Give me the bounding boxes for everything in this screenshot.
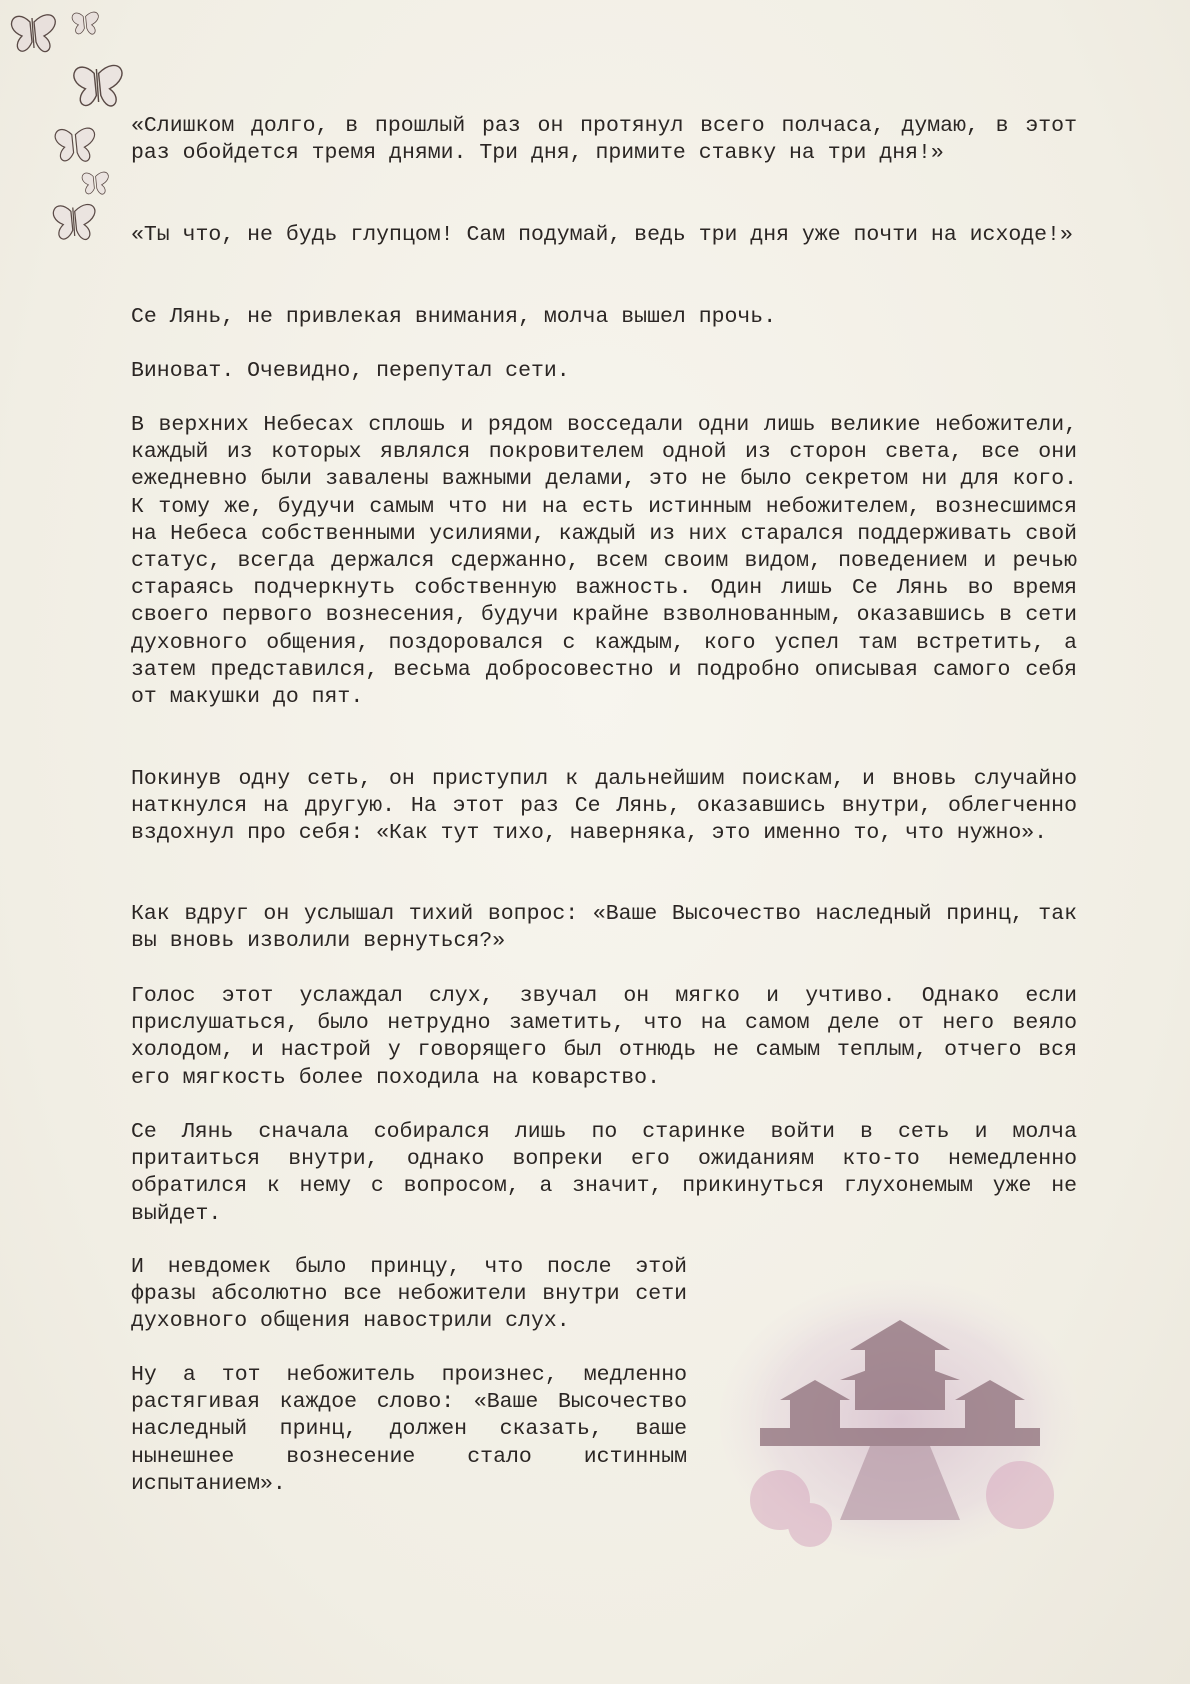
paragraph-4: Виноват. Очевидно, перепутал сети. — [131, 359, 570, 383]
paragraph-10: И невдомек было принцу, что после этой фразы абсолютно все небожители внутри сети духовного общения навострили слух. — [131, 1255, 687, 1334]
paragraph-1: «Слишком долго, в прошлый раз он протянул всего полчаса, думаю, в этот раз обойдется тремя днями. Три дня, примите ставку на три дня!» — [131, 114, 1077, 166]
paragraph-7: Как вдруг он услышал тихий вопрос: «Ваше Высочество наследный принц, так вы вновь изволили вернуться?» — [131, 902, 1077, 954]
butterfly-decoration-icon — [0, 0, 150, 260]
paragraph-5: В верхних Небесах сплошь и рядом восседали одни лишь великие небожители, каждый из которых являлся покровителем одной из сторон света, все они ежедневно были завалены важными делами, это не было секретом ни для кого. К тому же, будучи самым что ни на есть истинным небожителем, вознесшимся на Небеса собственными усилиями, каждый из них старался поддерживать свой статус, всегда держался сдержанно, всем своим видом, поведением и речью стараясь подчеркнуть собственную важность. Один лишь Се Лянь во время своего первого вознесения, будучи крайне взволнованным, оказавшись в сети духовного общения, поздоровался с каждым, кого успел там встретить, а затем представился, весьма добросовестно и подробно описывая самого себя от макушки до пят. — [131, 413, 1077, 710]
paragraph-2: «Ты что, не будь глупцом! Сам подумай, ведь три дня уже почти на исходе!» — [131, 223, 1073, 247]
paragraph-8: Голос этот услаждал слух, звучал он мягко и учтиво. Однако если прислушаться, было нетрудно заметить, что на самом деле от него веяло холодом, и настрой у говорящего был отнюдь не самым теплым, отчего вся его мягкость более походила на коварство. — [131, 984, 1077, 1090]
paragraph-11: Ну а тот небожитель произнес, медленно растягивая каждое слово: «Ваше Высочество наследный принц, должен сказать, ваше нынешнее вознесение стало истинным испытанием». — [131, 1363, 687, 1496]
paragraph-6: Покинув одну сеть, он приступил к дальнейшим поискам, и вновь случайно наткнулся на другую. На этот раз Се Лянь, оказавшись внутри, облегченно вздохнул про себя: «Как тут тихо, наверняка, это именно то, что нужно». — [131, 767, 1077, 846]
paragraph-9: Се Лянь сначала собирался лишь по старинке войти в сеть и молча притаиться внутри, однако вопреки его ожиданиям кто-то немедленно обратился к нему с вопросом, а значит, прикинуться глухонемым уже не выйдет. — [131, 1120, 1077, 1226]
paragraph-3: Се Лянь, не привлекая внимания, молча вышел прочь. — [131, 305, 777, 329]
palace-illustration-icon — [720, 1280, 1080, 1560]
